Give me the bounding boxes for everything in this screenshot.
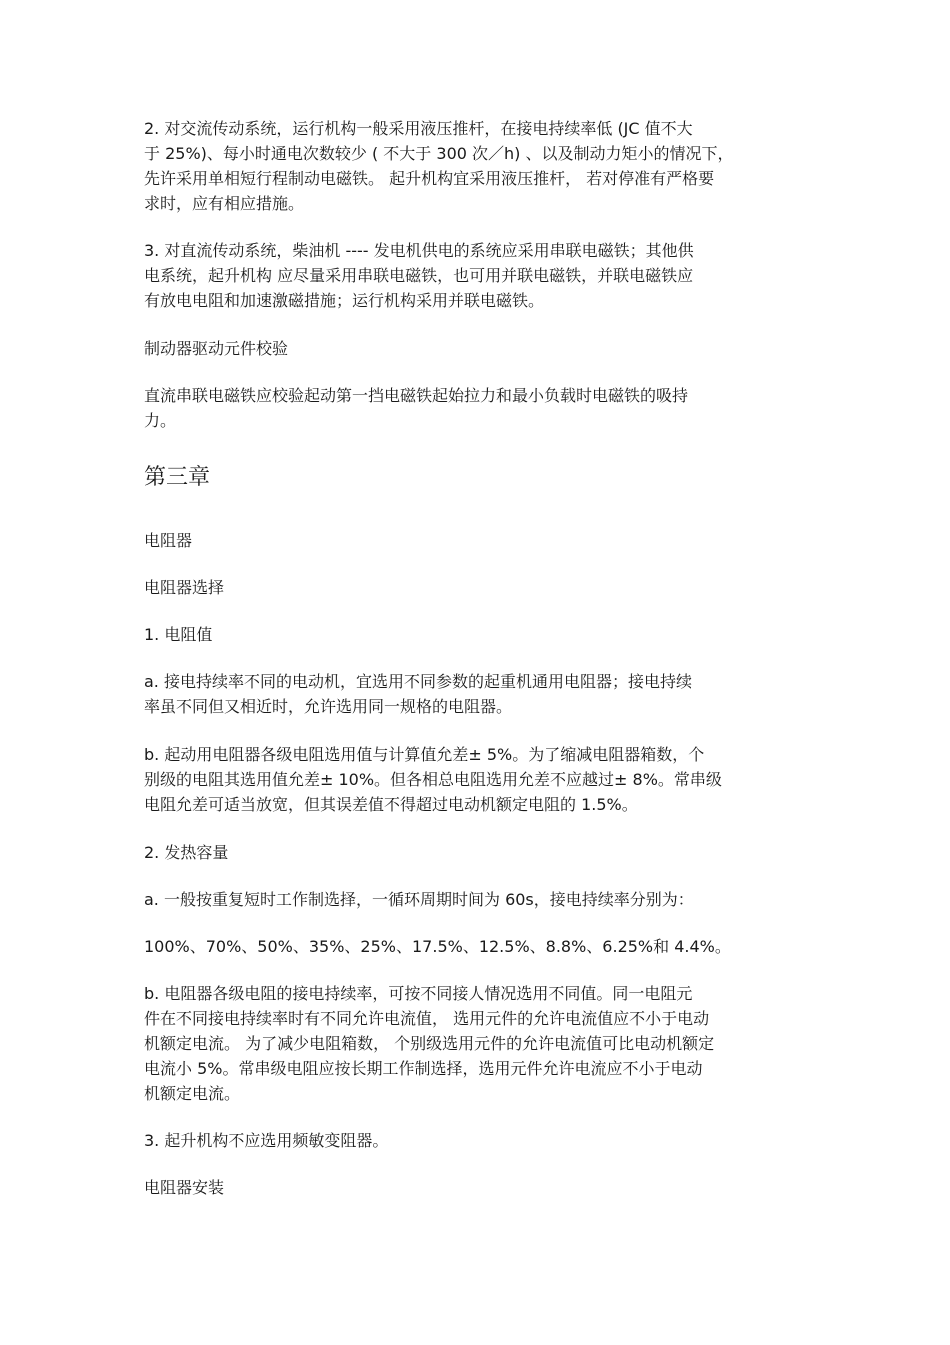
item-resistance-value	[144, 622, 804, 647]
paragraph-duty-values	[144, 934, 804, 959]
paragraph-dc-series-check	[144, 383, 804, 433]
section-title-resistor	[144, 528, 804, 553]
paragraph-item-b	[144, 742, 804, 817]
text-line: 电阻允差可适当放宽，但其误差值不得超过电动机额定电阻的 1.5%。	[144, 795, 638, 814]
item-heat-capacity	[144, 840, 804, 865]
text-line: 有放电电阻和加速激磁措施；运行机构采用并联电磁铁。	[144, 291, 545, 310]
paragraph-ac-drive	[144, 116, 804, 216]
text-line: 3. 起升机构不应选用频敏变阻器。	[144, 1131, 389, 1150]
text-line: 率虽不同但又相近时，允许选用同一规格的电阻器。	[144, 697, 513, 716]
text-line: 别级的电阻其选用值允差± 10%。但各相总电阻选用允差不应越过± 8%。常串级	[144, 770, 722, 789]
text-line: 制动器驱动元件校验	[144, 339, 289, 358]
text-line: 于 25%)、每小时通电次数较少 ( 不大于 300 次／h) 、以及制动力矩小的情况下，	[144, 144, 734, 163]
item-frequency-rheostat	[144, 1128, 804, 1153]
paragraph-item-a	[144, 669, 804, 719]
text-line: 1. 电阻值	[144, 625, 213, 644]
text-line: 求时，应有相应措施。	[144, 194, 305, 213]
section-title-resistor-installation	[144, 1175, 804, 1200]
paragraph-heat-a	[144, 887, 804, 912]
text-line: a. 一般按重复短时工作制选择，一循环周期时间为 60s，接电持续率分别为：	[144, 890, 694, 909]
text-line: 电阻器安装	[144, 1178, 225, 1197]
section-title-resistor-selection	[144, 575, 804, 600]
text-line: 先许采用单相短行程制动电磁铁。 起升机构宜采用液压推杆， 若对停准有严格要	[144, 169, 715, 188]
paragraph-dc-drive	[144, 238, 804, 313]
section-title-brake-check	[144, 336, 804, 361]
text-line: 电阻器	[144, 531, 193, 550]
text-line: b. 电阻器各级电阻的接电持续率，可按不同接人情况选用不同值。同一电阻元	[144, 984, 693, 1003]
text-line: 电流小 5%。常串级电阻应按长期工作制选择，选用元件允许电流应不小于电动	[144, 1059, 703, 1078]
text-line: 直流串联电磁铁应校验起动第一挡电磁铁起始拉力和最小负载时电磁铁的吸持	[144, 386, 689, 405]
text-line: b. 起动用电阻器各级电阻选用值与计算值允差± 5%。为了缩减电阻器箱数，个	[144, 745, 705, 764]
text-line: 机额定电流。	[144, 1084, 241, 1103]
text-line: 电系统，起升机构 应尽量采用串联电磁铁，也可用并联电磁铁，并联电磁铁应	[144, 266, 694, 285]
text-line: a. 接电持续率不同的电动机，宜选用不同参数的起重机通用电阻器；接电持续	[144, 672, 692, 691]
chapter-heading: 第三章	[144, 465, 211, 490]
text-line: 机额定电流。 为了减少电阻箱数， 个别级选用元件的允许电流值可比电动机额定	[144, 1034, 715, 1053]
text-line: 2. 发热容量	[144, 843, 229, 862]
text-line: 件在不同接电持续率时有不同允许电流值， 选用元件的允许电流值应不小于电动	[144, 1009, 710, 1028]
paragraph-heat-b	[144, 981, 804, 1106]
text-line: 电阻器选择	[144, 578, 225, 597]
text-line: 3. 对直流传动系统，柴油机 ---- 发电机供电的系统应采用串联电磁铁；其他供	[144, 241, 694, 260]
text-line: 力。	[144, 411, 177, 430]
text-line: 100%、70%、50%、35%、25%、17.5%、12.5%、8.8%、6.25%和 4.4%。	[144, 937, 731, 956]
text-line: 2. 对交流传动系统，运行机构一般采用液压推杆，在接电持续率低 (JC 值不大	[144, 119, 693, 138]
